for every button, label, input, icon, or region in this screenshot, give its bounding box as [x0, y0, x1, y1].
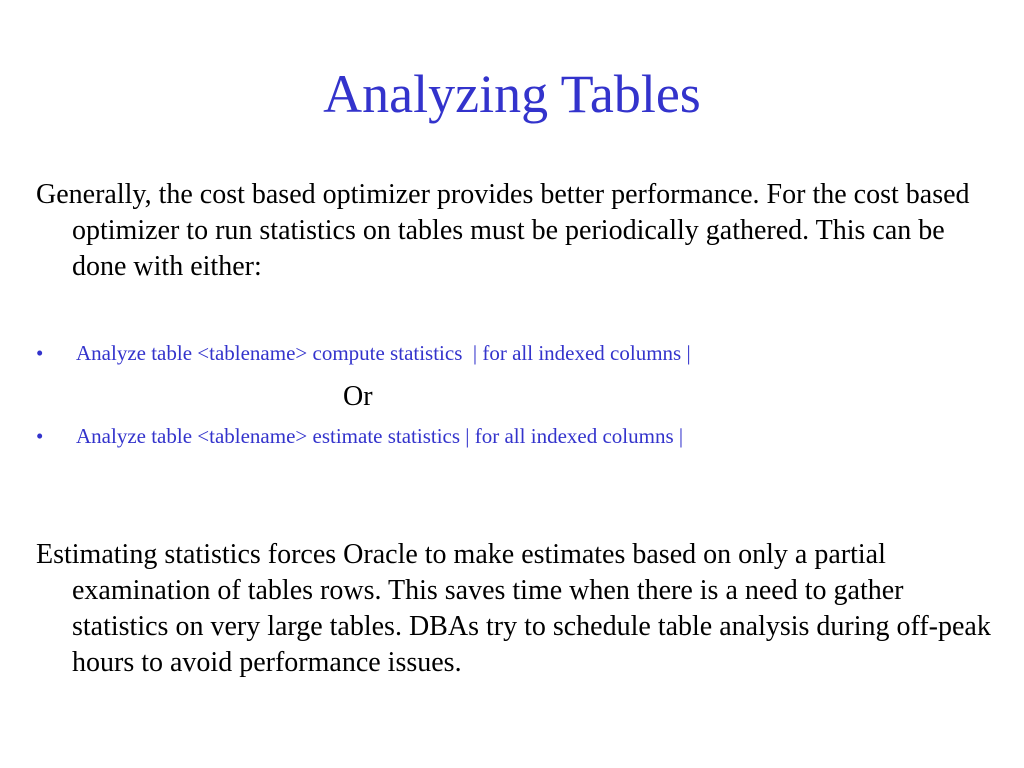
bullet-marker: •: [36, 341, 44, 365]
estimating-paragraph: Estimating statistics forces Oracle to make estimates based on only a partial examination of tables rows. This saves time when there is a need to gather statistics on very large tables. DBAs try to schedule table analysis during off-peak hours to avoid performance issues.: [36, 539, 991, 678]
or-separator: Or: [343, 381, 373, 412]
bullet-item-estimate: [36, 422, 996, 450]
intro-paragraph: Generally, the cost based optimizer provides better performance. For the cost based optimizer to run statistics on tables must be periodically gathered. This can be done with either:: [36, 179, 970, 282]
bullet-text-estimate: Analyze table <tablename> estimate statistics | for all indexed columns |: [76, 424, 684, 448]
bullet-marker: •: [36, 424, 44, 448]
bullet-item-compute: [36, 339, 996, 367]
bullet-text-compute: Analyze table <tablename> compute statistics | for all indexed columns |: [76, 341, 691, 365]
slide-title: Analyzing Tables: [323, 64, 701, 124]
